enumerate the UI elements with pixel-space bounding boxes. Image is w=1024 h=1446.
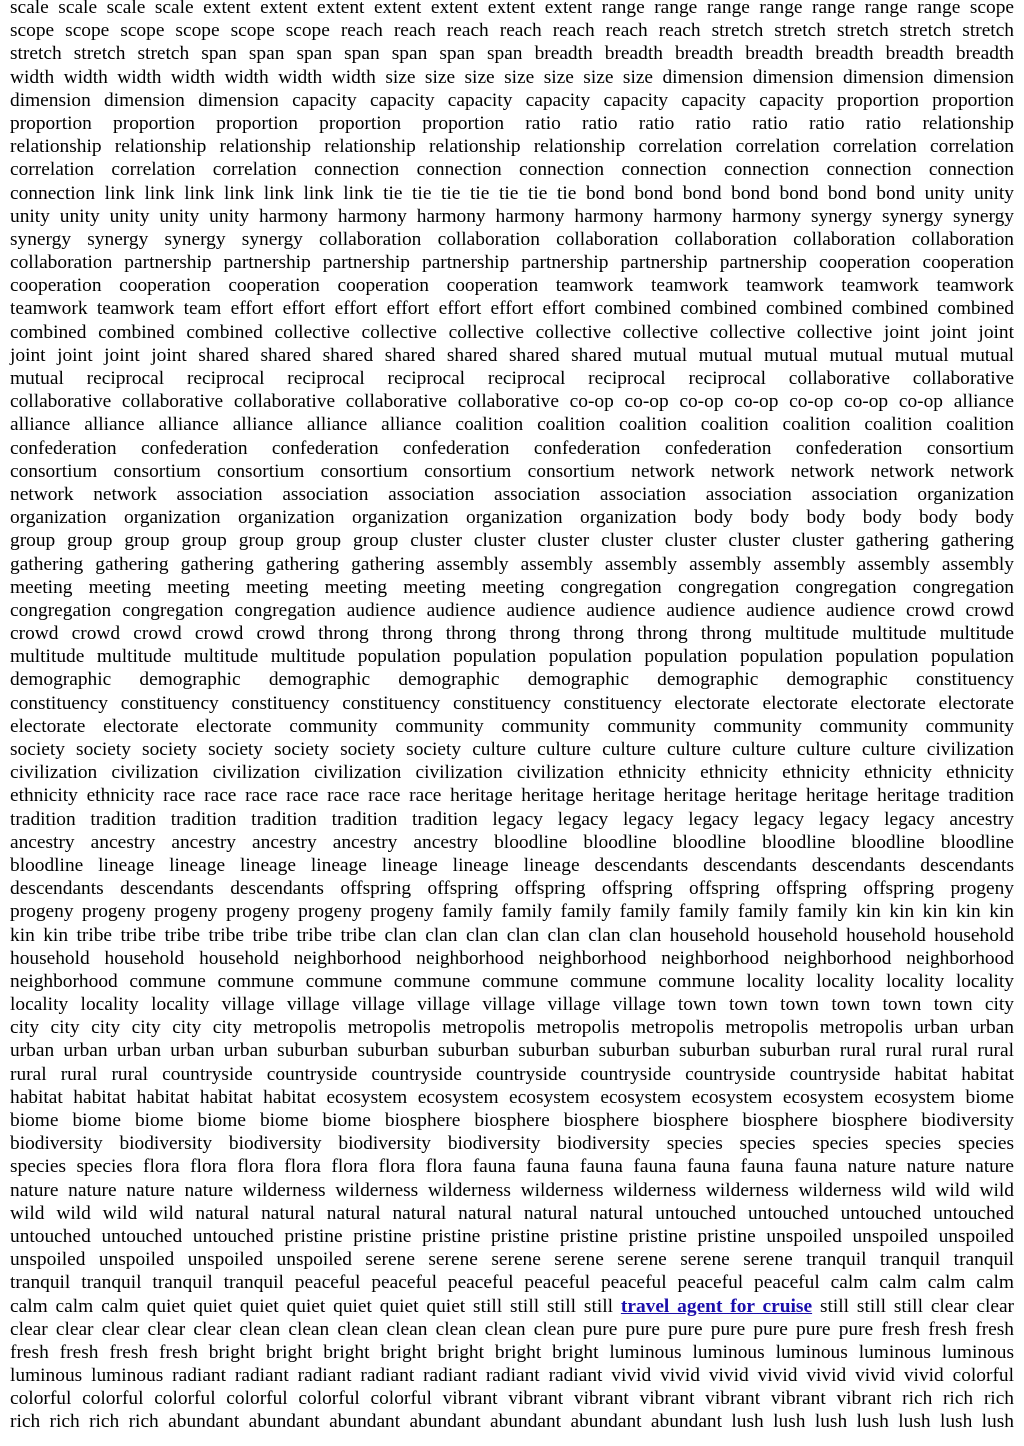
text-line: locality locality locality village village village village village village village town town town town town town city (10, 994, 1014, 1016)
text-line: confederation confederation confederation confederation confederation confederation confederation consortium (10, 437, 1014, 459)
text-line: multitude multitude multitude multitude population population population population population population population (10, 646, 1014, 668)
text-line: society society society society society society society culture culture culture culture culture culture culture civilization (10, 739, 1014, 760)
text-line: habitat habitat habitat habitat habitat ecosystem ecosystem ecosystem ecosystem ecosystem ecosystem ecosystem biome (10, 1086, 1014, 1108)
text-line: biodiversity biodiversity biodiversity biodiversity biodiversity biodiversity species species species species species (10, 1133, 1014, 1155)
text-line: proportion proportion proportion proportion proportion ratio ratio ratio ratio ratio ratio ratio relationship (10, 112, 1014, 134)
text-line: wild wild wild wild natural natural natural natural natural natural natural untouched untouched untouched untouched (10, 1202, 1014, 1224)
text-line: rural rural rural countryside countryside countryside countryside countryside countryside countryside habitat habitat (10, 1063, 1014, 1085)
text-line: alliance alliance alliance alliance alliance alliance coalition coalition coalition coalition coalition coalition coalition (10, 414, 1014, 436)
text-line: city city city city city city metropolis metropolis metropolis metropolis metropolis metropolis metropolis urban urban (10, 1017, 1014, 1039)
text-line: household household household neighborhood neighborhood neighborhood neighborhood neighborhood neighborhood (10, 947, 1014, 969)
text-line: group group group group group group group cluster cluster cluster cluster cluster cluster cluster gathering gathering (10, 530, 1014, 552)
text-line: scope scope scope scope scope scope reach reach reach reach reach reach reach stretch stretch stretch stretch stretch (10, 20, 1014, 42)
text-line: colorful colorful colorful colorful colorful colorful vibrant vibrant vibrant vibrant vibrant vibrant vibrant rich rich rich (10, 1388, 1014, 1410)
text-line: tradition tradition tradition tradition tradition tradition legacy legacy legacy legacy legacy legacy legacy ancestry (10, 808, 1014, 830)
text-line: unspoiled unspoiled unspoiled unspoiled serene serene serene serene serene serene serene tranquil tranquil tranquil (10, 1249, 1014, 1271)
text-line: demographic demographic demographic demographic demographic demographic demographic constituency (10, 669, 1014, 691)
text-line: nature nature nature nature wilderness wilderness wilderness wilderness wilderness wilderness wilderness wild wild wild (10, 1179, 1014, 1201)
text-line: mutual reciprocal reciprocal reciprocal reciprocal reciprocal reciprocal reciprocal collaborative collaborative (10, 368, 1014, 389)
text-line: crowd crowd crowd crowd crowd throng throng throng throng throng throng throng multitude multitude multitude (10, 623, 1014, 645)
text-line: meeting meeting meeting meeting meeting meeting meeting congregation congregation congregation congregation (10, 576, 1014, 598)
text-line: fresh fresh fresh fresh bright bright bright bright bright bright bright luminous luminous luminous luminous luminous (10, 1341, 1014, 1363)
text-line: bloodline lineage lineage lineage lineage lineage lineage lineage descendants descendants descendants descendants (10, 854, 1014, 876)
text-before-link: calm calm calm quiet quiet quiet quiet quiet quiet quiet still still still still (10, 1295, 621, 1317)
text-line: gathering gathering gathering gathering gathering assembly assembly assembly assembly assembly assembly assembly (10, 553, 1014, 575)
text-line: luminous luminous radiant radiant radiant radiant radiant radiant radiant vivid vivid vivid vivid vivid vivid vivid colorful (10, 1365, 1014, 1387)
travel-agent-for-cruise-link[interactable]: travel agent for cruise (620, 1295, 813, 1317)
text-line: collaborative collaborative collaborative collaborative collaborative co-op co-op co-op co-op co-op co-op co-op alliance (10, 391, 1014, 413)
text-line: neighborhood commune commune commune commune commune commune commune locality locality locality locality (10, 970, 1014, 992)
text-line: scale scale scale scale extent extent extent extent extent extent extent range range range range range range range scope (10, 0, 1014, 18)
text-line: network network association association association association association association association organization (10, 483, 1014, 505)
text-line: ethnicity ethnicity race race race race race race race heritage heritage heritage heritage heritage heritage heritage tradition (10, 785, 1014, 807)
text-line: cooperation cooperation cooperation cooperation cooperation teamwork teamwork teamwork teamwork teamwork (10, 275, 1014, 297)
text-line: ancestry ancestry ancestry ancestry ancestry ancestry bloodline bloodline bloodline bloodline bloodline bloodline (10, 831, 1014, 853)
text-line: dimension dimension dimension capacity capacity capacity capacity capacity capacity capacity proportion proportion (10, 89, 1014, 111)
text-paragraph-top (10, 0, 1014, 1295)
text-line: joint joint joint joint shared shared shared shared shared shared shared mutual mutual mutual mutual mutual mutual (10, 344, 1014, 366)
text-line: descendants descendants descendants offspring offspring offspring offspring offspring offspring offspring progeny (10, 878, 1014, 900)
text-line: kin kin tribe tribe tribe tribe tribe tribe tribe clan clan clan clan clan clan clan household household household household (10, 924, 1014, 946)
text-line: urban urban urban urban urban suburban suburban suburban suburban suburban suburban suburban rural rural rural rural (10, 1040, 1014, 1062)
text-line: teamwork teamwork team effort effort effort effort effort effort effort combined combined combined combined combined (10, 298, 1014, 320)
text-line: rich rich rich rich abundant abundant abundant abundant abundant abundant abundant lush lush lush lush lush lush lush (10, 1411, 1014, 1433)
text-line: tranquil tranquil tranquil tranquil peaceful peaceful peaceful peaceful peaceful peaceful peaceful calm calm calm calm (10, 1272, 1014, 1294)
text-line: relationship relationship relationship relationship relationship relationship correlation correlation correlation correlation (10, 136, 1014, 158)
text-line: constituency constituency constituency constituency constituency constituency electorate electorate electorate electorate (10, 692, 1014, 714)
text-line: untouched untouched untouched pristine pristine pristine pristine pristine pristine pristine unspoiled unspoiled unspoiled (10, 1225, 1014, 1247)
text-line: congregation congregation congregation audience audience audience audience audience audience audience crowd crowd (10, 599, 1014, 621)
text-line: biome biome biome biome biome biome biosphere biosphere biosphere biosphere biosphere biosphere biodiversity (10, 1110, 1014, 1131)
text-line: progeny progeny progeny progeny progeny progeny family family family family family family family kin kin kin kin kin (10, 901, 1014, 923)
text-paragraph-bottom (10, 1318, 1014, 1434)
text-line: consortium consortium consortium consortium consortium consortium network network network network network (10, 460, 1014, 482)
text-line-with-link (10, 1295, 1014, 1318)
text-line: collaboration partnership partnership partnership partnership partnership partnership partnership cooperation cooperation (10, 252, 1014, 274)
text-line: unity unity unity unity unity harmony harmony harmony harmony harmony harmony harmony synergy synergy synergy (10, 205, 1014, 227)
text-line: width width width width width width width size size size size size size size dimension dimension dimension dimension (10, 66, 1014, 88)
text-line: species species flora flora flora flora flora flora flora fauna fauna fauna fauna fauna fauna fauna nature nature nature (10, 1156, 1014, 1178)
text-line: connection link link link link link link link tie tie tie tie tie tie tie bond bond bond bond bond bond bond unity unity (10, 182, 1014, 204)
text-line: electorate electorate electorate community community community community community community community (10, 715, 1014, 737)
text-line: organization organization organization organization organization organization body body body body body body (10, 507, 1014, 529)
text-line: clear clear clear clear clear clean clean clean clean clean clean clean pure pure pure pure pure pure pure fresh fresh fresh (10, 1318, 1014, 1340)
text-line: civilization civilization civilization civilization civilization civilization ethnicity ethnicity ethnicity ethnicity ethnicity (10, 762, 1014, 784)
text-line: synergy synergy synergy synergy collaboration collaboration collaboration collaboration collaboration collaboration (10, 228, 1014, 250)
text-after-link: still still still clear clear (812, 1295, 1015, 1317)
text-line: combined combined combined collective collective collective collective collective collective collective joint joint joint (10, 321, 1014, 343)
text-line: stretch stretch stretch span span span span span span span breadth breadth breadth breadth breadth breadth breadth (10, 43, 1014, 65)
text-line: correlation correlation correlation connection connection connection connection connection connection connection (10, 159, 1014, 181)
